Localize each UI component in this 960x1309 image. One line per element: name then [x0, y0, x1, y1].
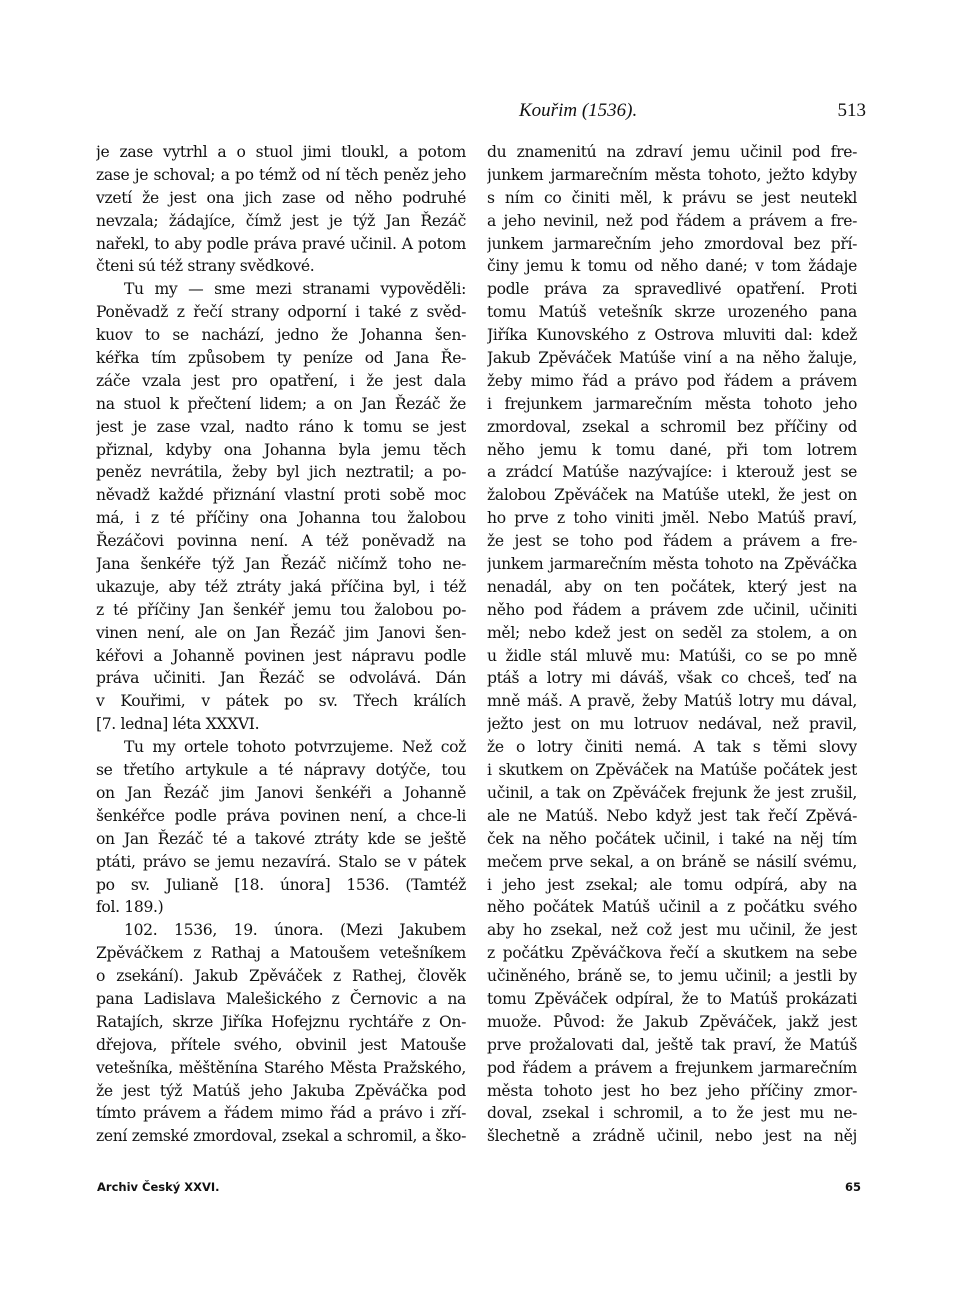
text-line: mně máš. A pravě, žeby Matúš lotry mu dával, — [487, 692, 857, 711]
text-line: vinen není, ale on Jan Řezáč jim Janovi šen- — [96, 623, 466, 642]
running-head: Kouřim (1536). — [519, 100, 638, 121]
text-line: kéřka tím způsobem ty peníze od Jana Ře- — [96, 349, 466, 368]
left-column — [96, 141, 466, 1148]
text-line: v Kouřimi, v pátek po sv. Třech králích — [96, 692, 466, 711]
text-line: du znamenitú na zdraví jemu učinil pod fre- — [487, 143, 857, 161]
text-line: a jeho nevinil, než pod řádem a právem a fre- — [487, 211, 857, 230]
text-line: záče vzala jest pro opatření, i že jest dala — [96, 371, 466, 390]
text-line: kuov to se nachází, jedno že Johanna šen- — [96, 326, 466, 345]
text-line: učinil, a tak on Zpěváček frejunk že jest zrušil, — [487, 783, 857, 802]
text-line: i frejunkem jarmarečním města tohoto jeho — [487, 394, 857, 413]
text-line: tímto právem a řádem mimo řád a právo i zří- — [96, 1104, 466, 1123]
text-line: dřejova, přítele svého, obvinil jest Matouše — [96, 1035, 466, 1054]
text-line: doval, zsekal i schromil, a to že jest mu ne- — [487, 1104, 857, 1123]
text-line: žeby mimo řád a právo pod řádem a právem — [487, 371, 857, 390]
text-line: ale ne Matúš. Nebo když jest tak řečí Zpěvá- — [487, 806, 857, 825]
right-column — [487, 141, 857, 1148]
text-line: Jiříka Kunovského z Ostrova mluviti dal: kdež — [487, 326, 857, 345]
text-line: má, i z té příčiny ona Johanna tou žalobou — [96, 509, 466, 528]
text-line: peněz nevrátila, žeby byl jich neztratil; a po- — [96, 463, 466, 482]
text-line: junkem jarmarečním města tohoto, ježto kdyby — [487, 165, 857, 184]
text-line: Tu my — sme mezi stranami vypověděli: — [124, 280, 466, 299]
page-header — [96, 100, 866, 130]
text-line: Ratajích, skrze Jiříka Hofejznu rychtáře z On- — [96, 1012, 466, 1031]
page-number: 513 — [837, 100, 866, 121]
text-line: on Jan Řezáč té a takové ztráty kde se ještě — [96, 829, 466, 848]
text-line: činy jemu k tomu od něho dané; v tom žádaje — [487, 257, 857, 276]
text-line: pod řádem a právem a frejunkem jarmarečním — [487, 1058, 857, 1077]
text-line: ptáti, právo se jemu nezavírá. Stalo se v pátek — [96, 852, 466, 871]
text-line: on Jan Řezáč jim Janovi šenkéři a Johanně — [96, 783, 466, 802]
text-line: vetešníka, měštěnína Starého Města Pražského, — [96, 1058, 466, 1077]
text-line: něho jemu k tomu dané, při tom lotrem — [487, 440, 857, 459]
text-line: nevzala; žádajíce, čímž jest je týž Jan Řezáč — [96, 211, 466, 230]
text-line: něho počátek Matúš učinil a z počátku svého — [487, 898, 857, 917]
text-line: podle práva za spravedlivé opatření. Proti — [487, 280, 857, 299]
text-line: prve prožalovati dal, ještě tak praví, že Matúš — [487, 1035, 857, 1054]
text-line: fol. 189.) — [96, 898, 164, 917]
text-line: junkem jarmarečním jeho zmordoval bez pří- — [487, 234, 857, 253]
text-line: města tohoto jest ho bez jeho příčiny zmor- — [487, 1081, 857, 1100]
text-line: Poněvadž z řečí strany odporní i také z svěd- — [96, 303, 466, 322]
text-line: šenkéřce podle práva povinen není, a chce-li — [96, 806, 466, 825]
text-line: něvadž každé přiznání vlastní proti sobě moc — [96, 486, 466, 505]
text-line: že jest týž Matúš jeho Jakuba Zpěváčka pod — [96, 1081, 466, 1100]
text-line: tomu Matúš vetešník skrze urozeného pana — [487, 303, 857, 322]
text-line: z té příčiny Jan šenkéř jemu tou žalobou po- — [96, 600, 466, 619]
text-line: o zsekání). Jakub Zpěváček z Rathej, člověk — [96, 967, 466, 986]
text-line: ček na něho počátek učinil, i také na něj tím — [487, 829, 857, 848]
text-line: Jana šenkéře týž Jan Řezáč ničímž toho ne- — [96, 555, 466, 574]
text-line: čteni sú též strany svědkové. — [96, 257, 315, 276]
text-line: [7. ledna] léta XXXVI. — [96, 715, 260, 734]
text-line: šlechetně a zrádně učinil, nebo jest na něj — [487, 1127, 857, 1146]
text-line: Jakub Zpěváček Matúše viní a na něho žaluje, — [487, 349, 857, 368]
footer-signature: Archiv Český XXVI. — [97, 1180, 220, 1194]
text-line: práva učiniti. Jan Řezáč se odvolává. Dán — [96, 669, 466, 688]
text-line: junkem jarmarečním města tohoto na Zpěváčka — [487, 555, 857, 574]
footer-sheet-number: 65 — [845, 1180, 862, 1194]
text-line: žalobou Zpěváček na Matúše utekl, že jest on — [487, 486, 857, 505]
text-line: i jeho jest zsekal; ale tomu odpírá, aby na — [487, 875, 857, 894]
text-line: ptáš a lotry mi dáváš, však co chceš, teď na — [487, 669, 857, 688]
text-line: ukazuje, aby též ztráty jaká příčina byl, i též — [96, 577, 466, 596]
text-line: pana Ladislava Malešického z Černovic a na — [96, 989, 466, 1008]
text-line: že jest se toho pod řádem a právem a fre- — [487, 532, 857, 551]
text-line: něho pod řádem a právem zde učinil, učiniti — [487, 600, 857, 619]
text-line: 102. 1536, 19. února. (Mezi Jakubem — [124, 921, 466, 940]
text-line: z počátku Zpěváčkova řečí a skutkem na sebe — [487, 944, 857, 963]
text-line: že o lotry činiti nemá. A tak s těmi slovy — [487, 738, 857, 757]
text-line: tomu Zpěváček odpíral, že to Matúš prokázati — [487, 989, 857, 1008]
text-line: a zrádcí Matúše nazývajíce: i kterouž jest se — [487, 463, 857, 482]
text-line: na stuol k přečtení lidem; a on Jan Řezáč že — [96, 394, 466, 413]
text-line: měl; nebo kdež jest on seděl za stolem, a on — [487, 623, 857, 642]
text-line: Zpěváčkem z Rathaj a Matoušem vetešníkem — [96, 944, 466, 963]
text-line: nenadál, aby on ten počátek, který jest na — [487, 577, 857, 596]
text-line: přiznal, kdyby ona Johanna byla jemu těch — [96, 440, 466, 459]
text-line: s ním co činiti měl, k právu se jest neutekl — [487, 188, 857, 207]
text-line: kéřovi a Johanně povinen jest nápravu podle — [96, 646, 466, 665]
text-line: po sv. Julianě [18. února] 1536. (Tamtéž — [96, 875, 466, 894]
text-line: mečem prve sekal, a on bráně se násilí svému, — [487, 852, 857, 871]
text-line: Tu my ortele tohoto potvrzujeme. Než což — [124, 738, 466, 757]
text-line: se třetího artykule a té nápravy dotýče, tou — [96, 761, 466, 780]
text-line: ježto jest on mu lotruov nedával, než pravil, — [487, 715, 857, 734]
text-line: muože. Původ: že Jakub Zpěváček, jakž jest — [487, 1012, 857, 1031]
text-line: ho prve z toho viniti jměl. Nebo Matúš praví, — [487, 509, 857, 528]
text-line: zase je schoval; a po témž od ní těch peněz jeho — [96, 165, 466, 184]
text-line: je zase vytrhl a o stuol jimi tloukl, a potom — [96, 143, 466, 161]
text-line: jest je zase vzal, nadto ráno k tomu se jest — [96, 417, 466, 436]
text-line: učiněného, bráně se, to jemu učinil; a jestli by — [487, 967, 857, 986]
text-line: u židle stál mluvě mu: Matúši, co se po mně — [487, 646, 857, 665]
text-line: zmordoval, zsekal a schromil bez příčiny od — [487, 417, 857, 436]
text-line: nařekl, to aby podle práva pravé učinil. A potom — [96, 234, 466, 253]
text-line: i skutkem on Zpěváček na Matúše počátek jest — [487, 761, 857, 780]
text-line: aby ho zsekal, než což jest mu učinil, že jest — [487, 921, 857, 940]
text-line: vzetí že jest ona jich zase od něho podruhé — [96, 188, 466, 207]
text-line: Řezáčovi povinna není. A též poněvadž na — [96, 532, 466, 551]
text-line: zení zemské zmordoval, zsekal a schromil, a ško- — [96, 1127, 466, 1146]
